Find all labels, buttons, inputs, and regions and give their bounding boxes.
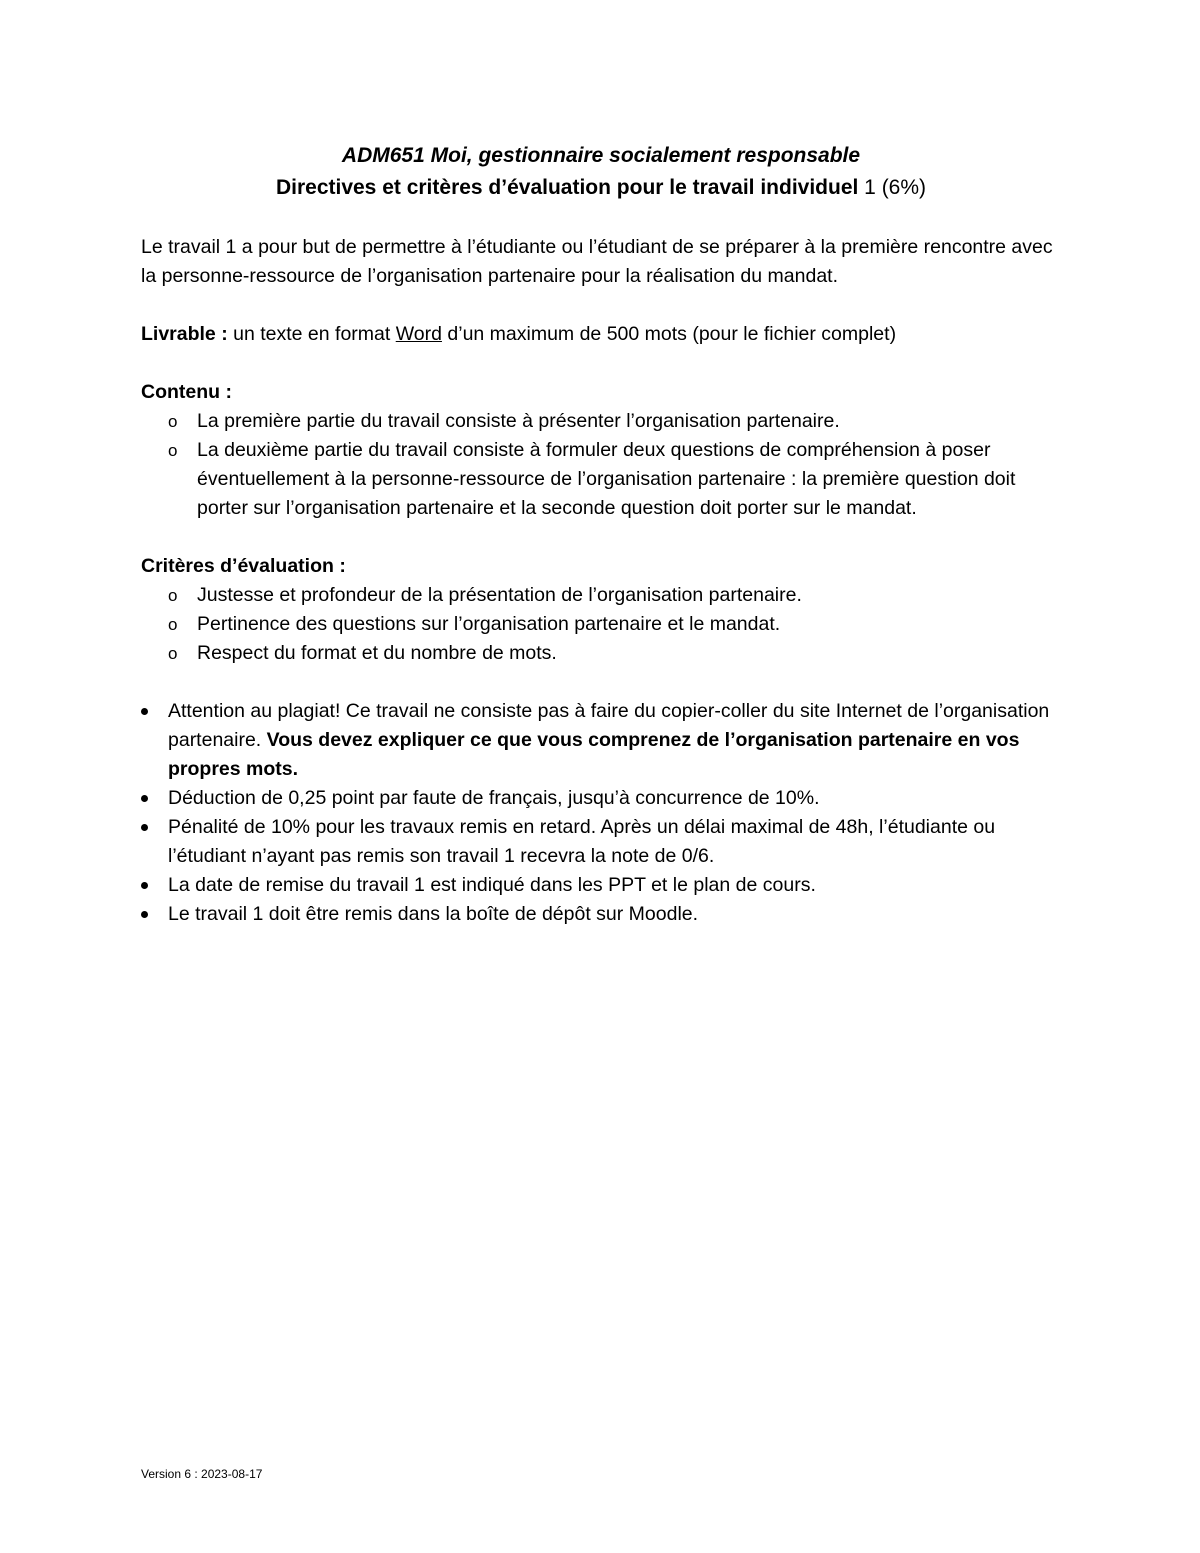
list-item — [141, 871, 1061, 900]
title-block — [141, 140, 1061, 204]
assignment-title-bold: Directives et critères d’évaluation pour le travail individuel — [275, 176, 859, 199]
list-item — [141, 813, 1061, 871]
livrable-paragraph — [141, 320, 1061, 349]
list-item — [141, 610, 1061, 639]
circle-bullet-icon: o — [168, 615, 178, 634]
criteres-list — [141, 581, 1061, 668]
criteres-label: Critères d’évaluation : — [141, 555, 346, 577]
bullet-dot-icon — [141, 882, 148, 889]
circle-bullet-icon: o — [168, 644, 178, 663]
list-item — [141, 784, 1061, 813]
circle-bullet-icon: o — [168, 586, 178, 605]
list-item — [141, 639, 1061, 668]
list-item-text: La première partie du travail consiste à présenter l’organisation partenaire. — [197, 410, 840, 432]
list-item-text: Respect du format et du nombre de mots. — [197, 642, 557, 664]
list-item-text: La date de remise du travail 1 est indiqué dans les PPT et le plan de cours. — [168, 874, 816, 896]
list-item — [141, 581, 1061, 610]
bullet-dot-icon — [141, 708, 148, 715]
list-item — [141, 436, 1061, 523]
contenu-label: Contenu : — [141, 381, 232, 403]
list-item-text: Déduction de 0,25 point par faute de français, jusqu’à concurrence de 10%. — [168, 787, 820, 809]
list-item — [141, 407, 1061, 436]
version-footer: Version 6 : 2023-08-17 — [141, 1467, 263, 1481]
list-item-text: Le travail 1 doit être remis dans la boîte de dépôt sur Moodle. — [168, 903, 699, 925]
list-item-plagiat — [141, 697, 1061, 784]
livrable-text-after: d’un maximum de 500 mots (pour le fichier complet) — [441, 323, 897, 345]
livrable-text-before: un texte en format — [227, 323, 396, 345]
plagiat-text: Attention au plagiat! Ce travail ne consiste pas à faire du copier-coller du site Internet de l’organisation partenaire. — [168, 700, 1050, 751]
bullet-dot-icon — [141, 795, 148, 802]
notes-list — [141, 697, 1061, 929]
intro-paragraph: Le travail 1 a pour but de permettre à l’étudiante ou l’étudiant de se préparer à la première rencontre avec la personne-ressource de l’organisation partenaire pour la réalisation du mandat. — [141, 236, 1053, 287]
bullet-dot-icon — [141, 911, 148, 918]
contenu-list — [141, 407, 1061, 523]
assignment-title — [141, 172, 1061, 204]
list-item — [141, 900, 1061, 929]
circle-bullet-icon: o — [168, 441, 178, 460]
course-title: ADM651 Moi, gestionnaire socialement responsable — [341, 144, 861, 167]
list-item-text: La deuxième partie du travail consiste à formuler deux questions de compréhension à poser éventuellement à la personne-ressource de l’organisation partenaire : la première question doit porter sur l’organisation partenaire et la seconde question doit porter sur le mandat. — [197, 439, 1016, 519]
livrable-label: Livrable : — [141, 323, 228, 345]
assignment-title-weight: 1 (6%) — [858, 176, 927, 199]
plagiat-emphasis: Vous devez expliquer ce que vous comprenez de l’organisation partenaire en vos propres mots. — [168, 729, 1020, 780]
list-item-text: Pertinence des questions sur l’organisation partenaire et le mandat. — [197, 613, 781, 635]
contenu-section — [141, 378, 1061, 523]
circle-bullet-icon: o — [168, 412, 178, 431]
criteres-section — [141, 552, 1061, 668]
list-item-text: Pénalité de 10% pour les travaux remis en retard. Après un délai maximal de 48h, l’étudiante ou l’étudiant n’ayant pas remis son travail 1 recevra la note de 0/6. — [168, 816, 996, 867]
bullet-dot-icon — [141, 824, 148, 831]
livrable-word-format: Word — [395, 323, 442, 345]
document-body — [141, 140, 1061, 929]
list-item-text: Justesse et profondeur de la présentation de l’organisation partenaire. — [197, 584, 802, 606]
